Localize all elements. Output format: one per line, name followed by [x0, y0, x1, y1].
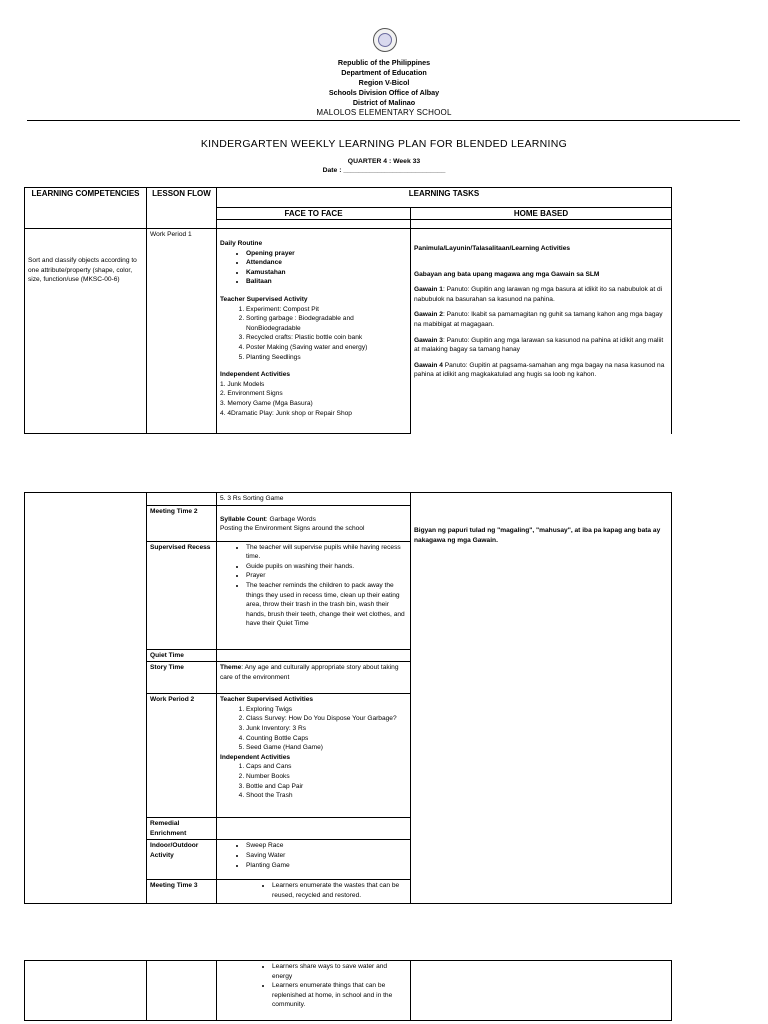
list-item: 5. Planting Seedlings	[246, 353, 407, 363]
spacer-cell	[25, 220, 147, 229]
header-lesson-flow: LESSON FLOW	[147, 188, 217, 220]
list-item: • Sweep Race	[246, 841, 407, 851]
list-item: 2. Number Books	[246, 772, 407, 782]
lesson-flow-cell	[147, 229, 217, 434]
quiet-time-label: Quiet Time	[147, 649, 217, 662]
praise-text: Bigyan ng papuri tulad ng "magaling", "mahusay", at iba pa kapag ang bata ay nakagawa ng mga Gawain.	[414, 527, 661, 544]
gawain-4: Gawain 4 Panuto: Gupitin at pagsama-samahan ang mga bagay na nasa kasunod na pahina at idikit ang magkakatulad ang hugis sa loob ng kahon.	[414, 361, 665, 379]
date-line: Date : ___________________________	[322, 167, 446, 174]
quiet-time-cell	[217, 649, 411, 662]
home-guide: Gabayan ang bata upang magawa ang mga Gawain sa SLM	[414, 270, 600, 278]
deped-seal-icon	[373, 28, 397, 52]
list-item: • The teacher will supervise pupils while having recess time.	[246, 543, 407, 562]
home-based-cell	[411, 493, 672, 904]
posting-text: Posting the Environment Signs around the school	[220, 525, 365, 533]
list-item: • Balitaan	[246, 277, 407, 287]
list-item: 3. Junk Inventory: 3 Rs	[246, 724, 407, 734]
spacer-cell	[217, 220, 411, 229]
list-item: • Learners enumerate things that can be replenished at home, in school and in the community.	[272, 981, 407, 1010]
list-item: 1. Caps and Cans	[246, 762, 407, 772]
competency-cell	[25, 961, 147, 1021]
list-item: • Prayer	[246, 571, 407, 581]
remedial-cell	[217, 818, 411, 840]
meeting-time-2-label: Meeting Time 2	[147, 505, 217, 541]
gawain-2: Gawain 2: Panuto: Ikabit sa pamamagitan ng guhit sa tamang kahon ang mga bagay na mabibigat at magagaan.	[414, 311, 663, 328]
teacher-supervised-title: Teacher Supervised Activity	[220, 295, 308, 303]
header-face-to-face: FACE TO FACE	[217, 208, 411, 220]
list-item: 1. Exploring Twigs	[246, 705, 407, 715]
remedial-label: Remedial Enrichment	[147, 818, 217, 840]
gawain-1: Gawain 1: Panuto: Gupitin ang larawan ng mga basura at idikit ito sa nabubulok at di nabubulok na basurahan sa kasunod na pahina.	[414, 286, 663, 303]
work-period-2-label: Work Period 2	[147, 694, 217, 818]
list-item: 4. Counting Bottle Caps	[246, 734, 407, 744]
home-based-cell	[411, 961, 672, 1021]
work-period-2-cell: Teacher Supervised Activities 1. Exploring Twigs 2. Class Survey: How Do You Dispose Your Garbage? 3. Junk Inventory: 3 Rs 4. Counting Bottle Caps 5. Seed Game (Hand Game) Independent Activities 1. Caps and Cans 2. Number Books 3. Bottle and Cap Pair 4. Shoot the Trash	[217, 694, 411, 818]
list-item: • Guide pupils on washing their hands.	[246, 562, 407, 572]
list-item: 3. Memory Game (Mga Basura)	[220, 399, 313, 407]
competency-cell	[25, 229, 147, 434]
lesson-flow-cell	[147, 961, 217, 1021]
header-learning-competencies: LEARNING COMPETENCIES	[25, 188, 147, 220]
indoor-outdoor-cell	[217, 840, 411, 880]
learning-plan-table-page-1	[24, 187, 672, 434]
list-item: 1. Experiment: Compost Pit	[246, 305, 407, 315]
learning-plan-table-page-2	[24, 492, 672, 904]
learning-plan-table-page-3	[24, 960, 672, 1021]
meeting-time-3-label: Meeting Time 3	[147, 880, 217, 904]
indoor-outdoor-label: Indoor/Outdoor Activity	[147, 840, 217, 880]
face-to-face-cell	[217, 961, 411, 1021]
work-period-1-label: Work Period 1	[150, 231, 192, 238]
document-title: KINDERGARTEN WEEKLY LEARNING PLAN FOR BLENDED LEARNING	[200, 138, 568, 150]
list-item: • Opening prayer	[246, 249, 407, 259]
list-item: 2. Sorting garbage : Biodegradable and NonBiodegradable	[246, 314, 407, 333]
daily-routine-title: Daily Routine	[220, 240, 263, 247]
header-line-district: District of Malinao	[352, 98, 416, 107]
list-item: 2. Environment Signs	[220, 390, 283, 398]
list-item: • Kamustahan	[246, 268, 407, 278]
spacer-cell	[411, 220, 672, 229]
competency-cell	[25, 493, 147, 904]
header-learning-tasks: LEARNING TASKS	[217, 188, 672, 208]
competency-text: Sort and classify objects according to one attribute/property (shape, color, size, function/use (MKSC-00-6)	[28, 257, 137, 284]
story-time-label: Story Time	[147, 662, 217, 694]
spacer-cell	[147, 220, 217, 229]
header-line-republic: Republic of the Philippines	[337, 58, 431, 67]
gawain-3: Gawain 3: Panuto: Gupitin ang mga larawan sa kasunod na pahina at idikit ang maliit at malaking bagay sa tamang hanay	[414, 336, 664, 354]
meeting-time-3-cell	[217, 880, 411, 904]
header-line-region: Region V-Bicol	[358, 78, 410, 87]
lesson-flow-cell	[147, 493, 217, 506]
list-item: 4. Poster Making (Saving water and energy)	[246, 343, 407, 353]
list-item: 3. Bottle and Cap Pair	[246, 782, 407, 792]
sorting-game-item: 5. 3 Rs Sorting Game	[217, 493, 411, 506]
header-home-based: HOME BASED	[411, 208, 672, 220]
independent-title: Independent Activities	[220, 371, 291, 379]
home-intro: Panimula/Layunin/Talasalitaan/Learning Activities	[414, 245, 571, 252]
list-item: 1. Junk Models	[220, 380, 265, 388]
quarter-block	[0, 157, 768, 175]
header-line-division: Schools Division Office of Albay	[328, 88, 440, 97]
list-item: • Attendance	[246, 258, 407, 268]
list-item: 5. Seed Game (Hand Game)	[246, 743, 407, 753]
list-item: 2. Class Survey: How Do You Dispose Your Garbage?	[246, 714, 407, 724]
list-item: • The teacher reminds the children to pack away the things they used in recess time, clean up their eating area, throw their trash in the trash bin, wash their hands, brush their teeth, change their wet clothes, and have their Quiet Time	[246, 581, 407, 629]
supervised-recess-cell	[217, 541, 411, 649]
story-time-cell: Theme: Any age and culturally appropriate story about taking care of the environment	[217, 662, 411, 694]
list-item: • Learners share ways to save water and energy	[272, 962, 407, 981]
header-line-department: Department of Education	[341, 68, 427, 77]
list-item: 4. Shoot the Trash	[246, 791, 407, 801]
list-item: • Planting Game	[246, 861, 407, 871]
document-header	[0, 58, 768, 118]
list-item: • Learners enumerate the wastes that can be reused, recycled and restored.	[272, 881, 407, 900]
list-item: 3. Recycled crafts: Plastic bottle coin bank	[246, 333, 407, 343]
face-to-face-cell	[217, 229, 411, 434]
header-school-name: MALOLOS ELEMENTARY SCHOOL	[316, 108, 452, 117]
list-item: 4. 4Dramatic Play: Junk shop or Repair Shop	[220, 409, 352, 417]
quarter-week: QUARTER 4 : Week 33	[347, 158, 421, 165]
header-divider	[27, 120, 740, 121]
list-item: • Saving Water	[246, 851, 407, 861]
home-based-cell	[411, 229, 672, 434]
supervised-recess-label: Supervised Recess	[147, 541, 217, 649]
meeting-time-2-cell: Syllable Count: Garbage Words Posting the Environment Signs around the school	[217, 505, 411, 541]
